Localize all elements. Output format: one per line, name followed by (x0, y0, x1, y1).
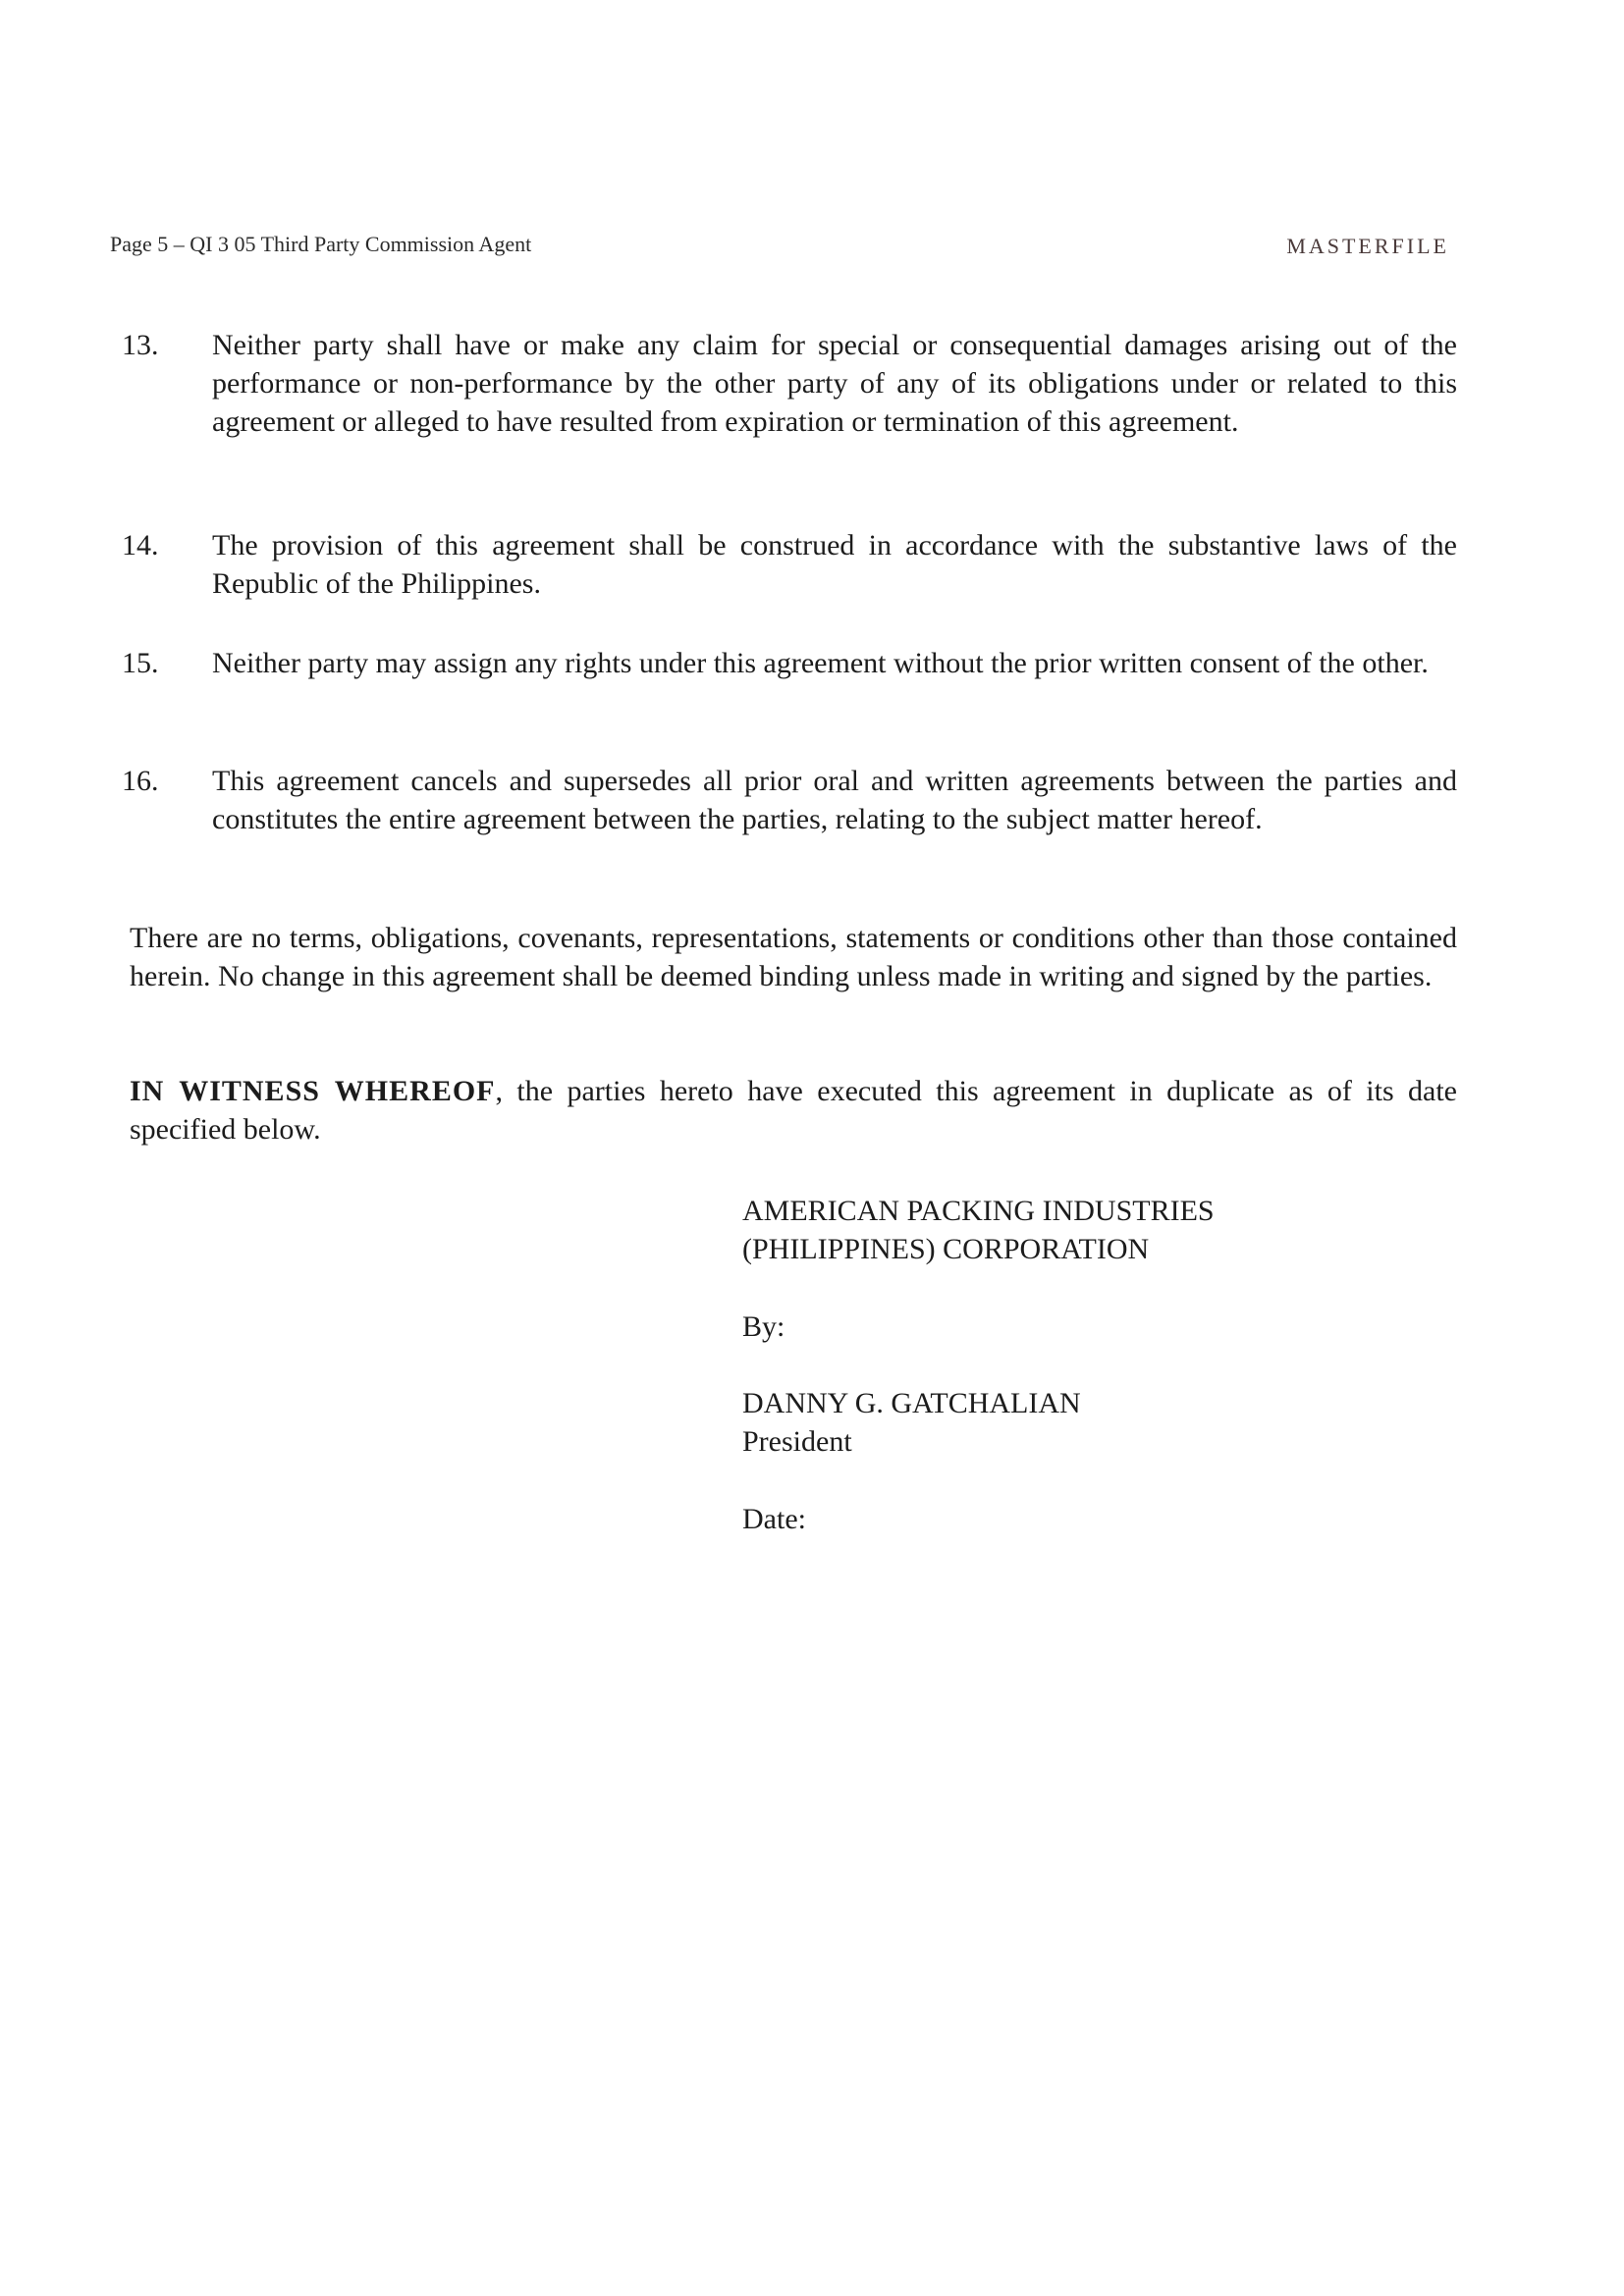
company-name-line-2: (PHILIPPINES) CORPORATION (742, 1233, 1150, 1265)
clause-number: 16. (122, 765, 159, 797)
by-label: By: (742, 1310, 785, 1343)
clause-text: The provision of this agreement shall be construed in accordance with the substantive laws of the Republic of the Philippines. (212, 529, 1457, 600)
signatory-name: DANNY G. GATCHALIAN (742, 1387, 1081, 1419)
witness-text: , the parties hereto have executed this agreement in duplicate as of its date specified below. (130, 1075, 1457, 1146)
signatory-title: President (742, 1425, 852, 1458)
clause-number: 14. (122, 529, 159, 561)
header-masterfile-label: MASTERFILE (1286, 234, 1449, 258)
clause-15 (122, 644, 1457, 682)
clause-text: This agreement cancels and supersedes all prior oral and written agreements between the parties and constitutes the entire agreement between the parties, relating to the subject matter hereof. (212, 765, 1457, 835)
witness-heading: IN WITNESS WHEREOF (130, 1075, 496, 1107)
clause-13 (122, 326, 1457, 441)
clause-text: Neither party may assign any rights under this agreement without the prior written consent of the other. (212, 647, 1429, 679)
closing-paragraph: There are no terms, obligations, covenants, representations, statements or conditions other than those contained herein. No change in this agreement shall be deemed binding unless made in writing and signed by the parties. (130, 922, 1457, 992)
clause-16 (122, 762, 1457, 838)
clause-number: 13. (122, 329, 159, 361)
header-page-reference: Page 5 – QI 3 05 Third Party Commission Agent (110, 232, 532, 256)
clause-14 (122, 526, 1457, 603)
company-name-line-1: AMERICAN PACKING INDUSTRIES (742, 1195, 1215, 1227)
witness-paragraph (130, 1072, 1457, 1148)
clause-number: 15. (122, 647, 159, 679)
clause-text: Neither party shall have or make any claim for special or consequential damages arising out of the performance or non-performance by the other party of any of its obligations under or related to this agreement or alleged to have resulted from expiration or termination of this agreement. (212, 329, 1457, 438)
date-label: Date: (742, 1503, 806, 1535)
